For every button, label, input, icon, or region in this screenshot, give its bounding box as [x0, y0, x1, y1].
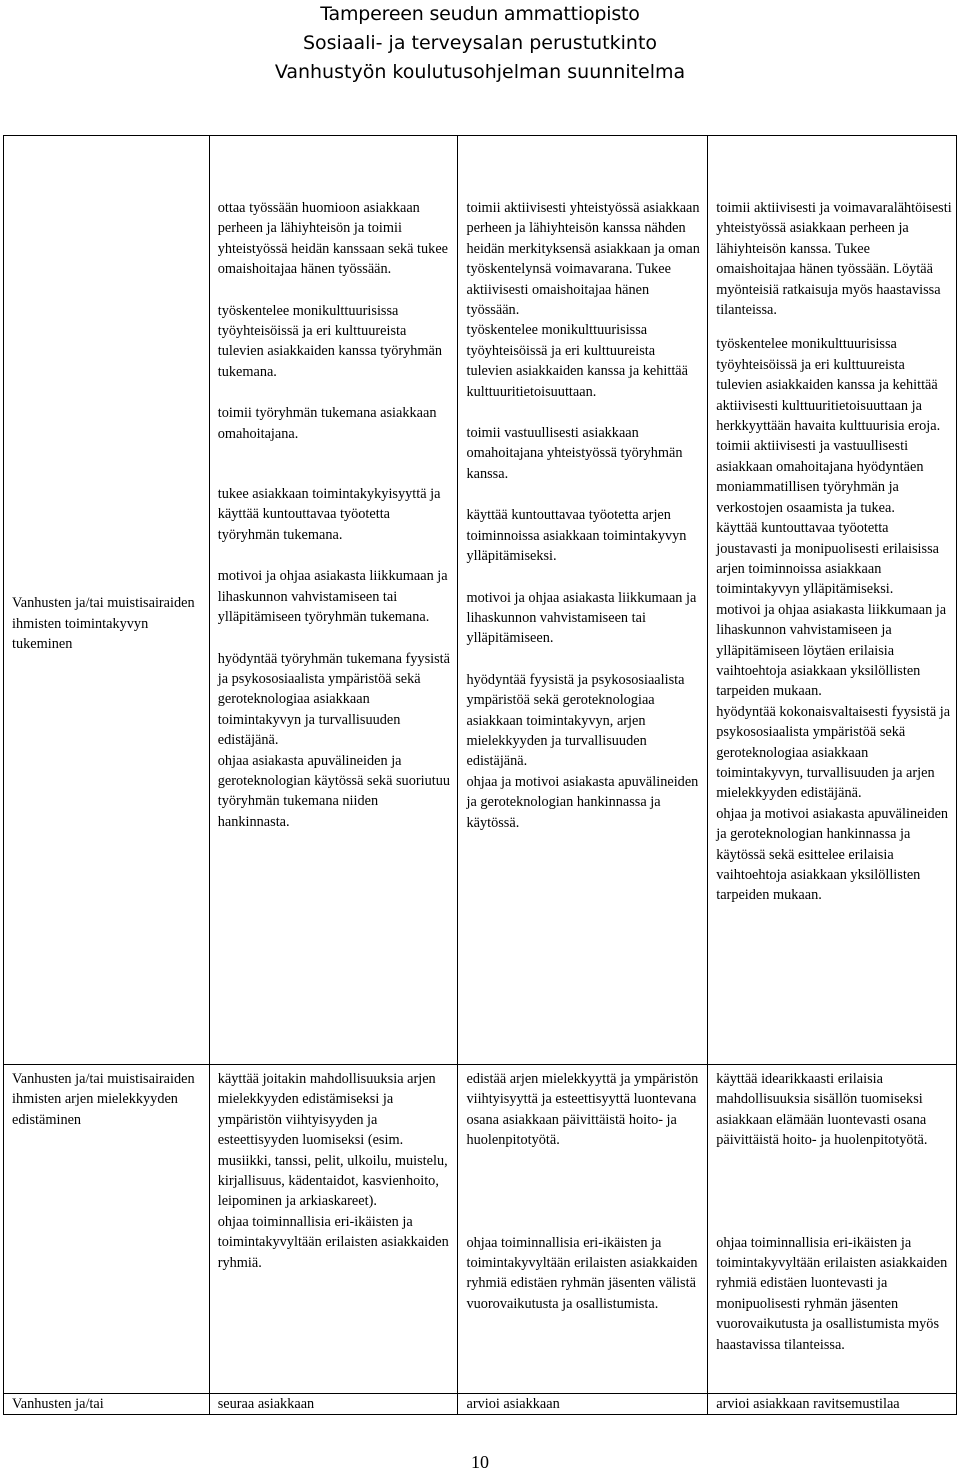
level-2-cell — [458, 136, 708, 1065]
criterion: toimii aktiivisesti ja voimavaralähtöisesti yhteistyössä asiakkaan perheen ja lähiyhteisön kanssa. Tukee omaishoitajaa hänen työssään. Löytää myönteisiä ratkaisuja myös haastavissa tilanteissa. — [716, 200, 952, 319]
document-header — [0, 0, 960, 87]
criterion: ohjaa toiminnallisia eri-ikäisten ja toimintakyvyltään erilaisten asiakkaiden ryhmiä. — [217, 1213, 449, 1271]
criterion: käyttää kuntouttavaa työotetta arjen toiminnoissa asiakkaan toimintakyvyn ylläpitämiseksi. — [466, 507, 687, 565]
criterion: ottaa työssään huomioon asiakkaan perheen ja lähiyhteisön ja toimii yhteistyössä heidän kanssaan sekä tukee omaishoitajaa hänen työssään. — [217, 200, 449, 278]
criterion: käyttää kuntouttavaa työotetta joustavasti ja monipuolisesti erilaisissa arjen toiminnoissa asiakkaan toimintakyvyn ylläpitämiseksi. — [716, 520, 940, 598]
level-3-cell — [708, 136, 957, 1065]
row-label-cell — [4, 136, 210, 1065]
criterion: motivoi ja ohjaa asiakasta liikkumaan ja lihaskunnon vahvistamiseen ja ylläpitämiseen löytäen erilaisia vaihtoehtoja asiakkaan yksilöllisten tarpeiden mukaan. — [716, 601, 947, 700]
criterion: työskentelee monikulttuurisissa työyhteisöissä ja eri kulttuureista tulevien asiakkaiden kanssa työryhmän tukemana. — [217, 302, 443, 380]
criterion: työskentelee monikulttuurisissa työyhteisöissä ja eri kulttuureista tulevien asiakkaiden kanssa ja kehittää aktiivisesti kulttuuritietoisuuttaan ja herkkyyttään havaita kulttuurisia eroja. — [716, 336, 941, 435]
level-1-cell — [209, 136, 458, 1065]
table-row — [4, 1065, 957, 1394]
criterion: seuraa asiakkaan — [217, 1396, 315, 1412]
criterion: hyödyntää kokonaisvaltaisesti fyysistä ja psykososiaalista ympäristöä sekä geroteknologiaa asiakkaan toimintakyvyn, turvallisuuden ja arjen mielekkyyden edistäjänä. — [716, 703, 951, 802]
assessment-table — [3, 135, 957, 1415]
criterion: käyttää idearikkaasti erilaisia mahdollisuuksia sisällön tuomiseksi asiakkaan elämään luontevasti osana päivittäistä hoito- ja huolenpitotyötä. — [716, 1071, 928, 1149]
criterion: arvioi asiakkaan — [466, 1396, 560, 1412]
header-school: Tampereen seudun ammattiopisto — [320, 3, 640, 25]
level-3-cell — [708, 1065, 957, 1394]
criterion: motivoi ja ohjaa asiakasta liikkumaan ja lihaskunnon vahvistamiseen tai ylläpitämiseen. — [466, 589, 697, 647]
criterion: motivoi ja ohjaa asiakasta liikkumaan ja lihaskunnon vahvistamiseen tai ylläpitämiseen työryhmän tukemana. — [217, 568, 448, 626]
level-3-cell — [708, 1394, 957, 1415]
level-2-cell — [458, 1394, 708, 1415]
criterion: toimii vastuullisesti asiakkaan omahoitajana yhteistyössä työryhmän kanssa. — [466, 425, 683, 482]
criterion: käyttää joitakin mahdollisuuksia arjen mielekkyyden edistämiseksi ja ympäristön viihtyisyyden ja esteettisyyden luomiseksi (esim. musiikki, tanssi, pelit, ulkoilu, muistelu, kirjallisuus, kädentaidot, kasvienhoito, leipominen ja arkiaskareet). — [217, 1071, 448, 1210]
row-label: Vanhusten ja/tai muistisairaiden ihmisten arjen mielekkyyden edistäminen — [12, 1071, 195, 1128]
criterion: ohjaa ja motivoi asiakasta apuvälineiden ja geroteknologian hankinnassa ja käytössä. — [466, 773, 699, 831]
criterion: hyödyntää fyysistä ja psykososiaalista ympäristöä sekä geroteknologiaa asiakkaan toimintakyvyn, arjen mielekkyyden ja turvallisuuden edistäjänä. — [466, 671, 685, 770]
criterion: tukee asiakkaan toimintakykyisyyttä ja käyttää kuntouttavaa työotetta työryhmän tukemana. — [217, 486, 441, 543]
row-label: Vanhusten ja/tai muistisairaiden ihmisten toimintakyvyn tukeminen — [12, 595, 195, 653]
criterion: toimii työryhmän tukemana asiakkaan omahoitajana. — [217, 405, 437, 442]
level-1-cell — [209, 1065, 458, 1394]
criterion: arvioi asiakkaan ravitsemustilaa — [716, 1396, 900, 1412]
header-program-plan: Vanhustyön koulutusohjelman suunnitelma — [274, 61, 686, 83]
page-number: 10 — [471, 1452, 489, 1472]
criterion: edistää arjen mielekkyyttä ja ympäristön viihtyisyyttä ja esteettisyyttä luontevana osana asiakkaan päivittäistä hoito- ja huolenpitotyötä. — [466, 1071, 699, 1149]
level-2-cell — [458, 1065, 708, 1394]
criterion: ohjaa asiakasta apuvälineiden ja geroteknologian käytössä sekä suoriutuu työryhmän tukemana niiden hankinnasta. — [217, 752, 451, 830]
criterion: työskentelee monikulttuurisissa työyhteisöissä ja eri kulttuureista tulevien asiakkaiden kanssa ja kehittää kulttuuritietoisuuttaan. — [466, 322, 688, 400]
criterion: ohjaa toiminnallisia eri-ikäisten ja toimintakyvyltään erilaisten asiakkaiden ryhmiä edistäen ryhmän jäsenten välistä vuorovaikutusta ja osallistumista. — [466, 1234, 698, 1312]
criterion: toimii aktiivisesti yhteistyössä asiakkaan perheen ja lähiyhteisön kanssa nähden heidän merkityksensä asiakkaan ja oman työskentelynsä voimavarana. Tukee aktiivisesti omaishoitajaa hänen työssään. — [466, 200, 700, 319]
table-row — [4, 136, 957, 1065]
row-label-cell — [4, 1065, 210, 1394]
level-1-cell — [209, 1394, 458, 1415]
table-row — [4, 1394, 957, 1415]
header-degree: Sosiaali- ja terveysalan perustutkinto — [302, 32, 658, 54]
criterion: ohjaa toiminnallisia eri-ikäisten ja toimintakyvyltään erilaisten asiakkaiden ryhmiä edistäen luontevasti ja monipuolisesti ryhmän jäsenten vuorovaikutusta ja osallistumista myös haastavissa tilanteissa. — [716, 1234, 948, 1353]
criterion: toimii aktiivisesti ja vastuullisesti asiakkaan omahoitajana hyödyntäen moniammatillisen työryhmän ja verkostojen osaamista ja tukea. — [716, 438, 924, 516]
row-label: Vanhusten ja/tai — [12, 1396, 104, 1412]
criterion: hyödyntää työryhmän tukemana fyysistä ja psykososiaalista ympäristöä sekä geroteknologiaa asiakkaan toimintakyvyn ja turvallisuuden edistäjänä. — [217, 650, 451, 749]
row-label-cell — [4, 1394, 210, 1415]
criterion: ohjaa ja motivoi asiakasta apuvälineiden ja geroteknologian hankinnassa ja käytössä sekä esittelee erilaisia vaihtoehtoja asiakkaan yksilöllisten tarpeiden mukaan. — [716, 805, 949, 904]
